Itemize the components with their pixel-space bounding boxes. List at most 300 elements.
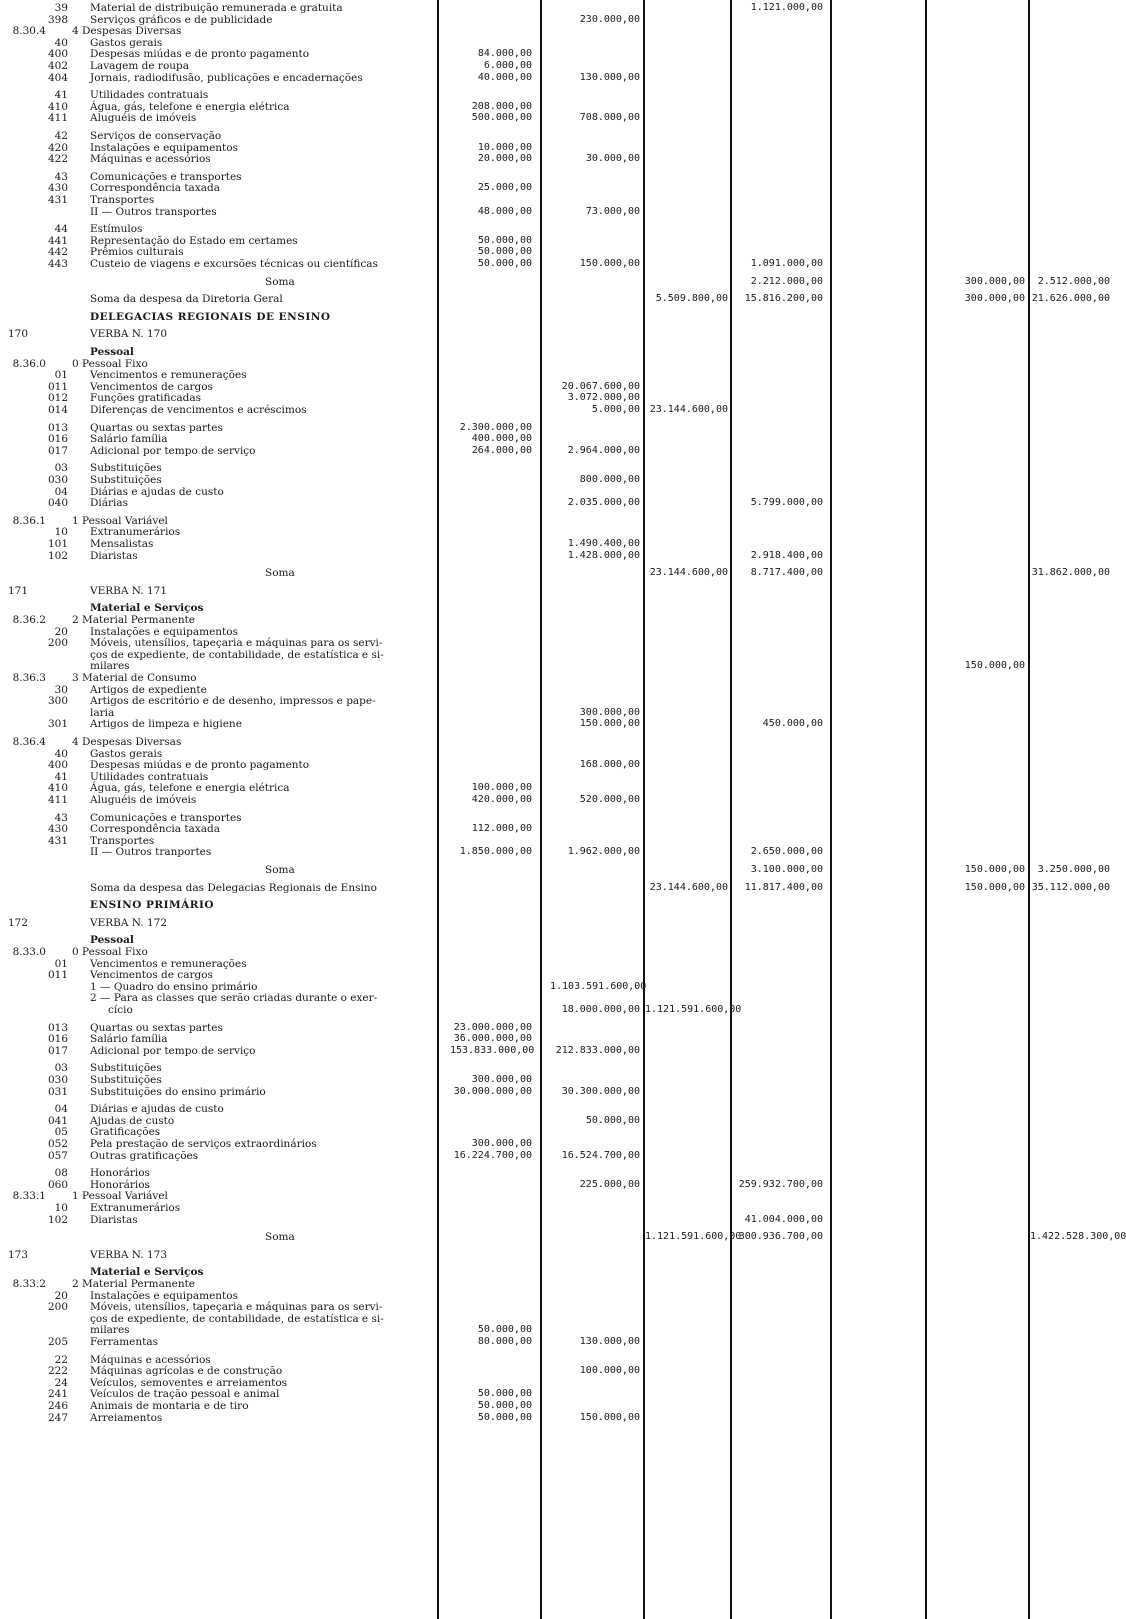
row-code: 411 [47,112,68,125]
row-description: DELEGACIAS REGIONAIS DE ENSINO [90,310,331,323]
row-description: 4 Despesas Diversas [72,736,182,748]
row-description: Máquinas agrícolas e de construção [90,1365,283,1378]
row-description: Instalações e equipamentos [90,625,238,638]
row-description: II — Outros transportes [90,205,217,218]
verba-number: 173 [8,1248,29,1261]
row-description: Veículos de tração pessoal e animal [90,1388,280,1401]
table-row [0,1062,1113,1074]
amount-c5: 150.000,00 [964,881,1025,893]
table-row [0,1167,1113,1179]
row-description: 1 Pessoal Variável [72,1190,168,1203]
table-row [0,835,1113,847]
table-row [0,486,1113,498]
amount-c1: 50.000,00 [477,258,532,269]
table-row [0,1388,1113,1400]
row-description: milares [90,660,130,673]
table-row [0,130,1113,142]
amount-c1: 20.000,00 [477,153,532,165]
row-code: 013 [47,1021,68,1034]
row-code: 8.33.2 [12,1278,46,1290]
row-description: Diárias e ajudas de custo [90,485,224,498]
table-row [0,223,1113,235]
row-description: Água, gás, telefone e energia elétrica [90,782,290,795]
amount-c1: 84.000,00 [477,48,532,60]
row-code: 420 [47,141,68,154]
row-description: Vencimentos de cargos [90,969,213,982]
row-code: 017 [47,444,68,457]
amount-c4: 450.000,00 [762,718,823,730]
table-row [0,1336,1113,1348]
row-description: Vencimentos de cargos [90,380,213,393]
row-description: Substituições [90,474,162,486]
row-code: 10 [54,1202,68,1214]
row-code: 052 [47,1138,68,1150]
table-row [0,445,1113,457]
row-description: Salário família [90,1033,168,1046]
amount-c2: 3.072.000,00 [567,392,640,404]
amount-c6: 31.862.000,00 [1031,567,1110,579]
row-description: 2 — Para as classes que serão criadas durante o exer- [90,992,378,1005]
row-code: 102 [47,549,68,562]
row-description: Veículos, semoventes e arreiamentos [90,1376,288,1389]
row-code: 441 [47,234,68,247]
amount-c1: 100.000,00 [471,782,532,794]
row-description: VERBA N. 173 [90,1248,168,1261]
amount-c5: 150.000,00 [964,864,1025,875]
row-description: Utilidades contratuais [90,770,209,783]
row-code: 04 [54,485,68,498]
row-code: 398 [47,13,68,26]
table-row [0,112,1113,124]
table-row [0,538,1113,550]
table-row [0,672,1113,684]
amount-c3: 1.121.591.600,00 [645,1004,742,1015]
verba-number: 172 [8,916,29,929]
table-row [0,1412,1113,1424]
amount-c4: 8.717.400,00 [750,567,823,579]
row-description: Ferramentas [90,1336,159,1348]
table-row [0,1365,1113,1377]
row-description: Serviços gráficos e de publicidade [90,13,273,26]
row-description: Artigos de expediente [90,683,207,696]
table-row [0,1278,1113,1290]
table-row [0,37,1113,49]
row-code: 01 [54,957,68,970]
row-code: 402 [47,60,68,72]
row-code: 012 [47,392,68,405]
table-row [0,567,1113,579]
amount-c1: 264.000,00 [471,444,532,456]
row-description: Ajudas de custo [90,1114,175,1127]
row-description: Gratificações [90,1126,161,1139]
row-description: milares [90,1324,130,1337]
table-row [0,462,1113,474]
row-description: Correspondência taxada [90,182,220,195]
row-description: Diárias e ajudas de custo [90,1103,224,1116]
row-description: Soma [265,567,295,580]
table-row [0,89,1113,101]
row-description: 0 Pessoal Fixo [72,946,148,958]
row-description: Extranumerários [90,526,181,539]
row-code: 40 [54,747,68,760]
amount-c1: 50.000,00 [477,234,532,246]
row-description: VERBA N. 172 [90,916,168,929]
table-row [0,1214,1113,1226]
table-row [0,258,1113,270]
row-code: 011 [47,380,68,393]
table-row [0,171,1113,183]
table-row [0,1231,1126,1244]
amount-c3: 23.144.600,00 [649,567,728,579]
row-description: Aluguéis de imóveis [90,794,197,806]
amount-c1: 6.000,00 [483,60,532,71]
amount-c1: 50.000,00 [477,1388,532,1400]
row-code: 422 [47,153,68,166]
table-row [0,1022,1113,1034]
table-row [0,1249,1113,1261]
row-code: 01 [54,369,68,382]
amount-c2: 1.962.000,00 [567,846,640,858]
amount-c5: 300.000,00 [964,293,1025,305]
row-code: 101 [47,538,68,550]
row-description: Despesas miúdas e de pronto pagamento [90,759,310,772]
row-code: 200 [47,1301,68,1314]
row-code: 40 [54,36,68,49]
table-row [0,381,1113,393]
table-row [0,934,1113,946]
table-row [0,433,1113,445]
table-row [0,497,1113,509]
row-description: Artigos de limpeza e higiene [90,718,242,731]
row-code: 057 [47,1149,68,1162]
amount-c6: 1.422.528.300,00 [1030,1231,1126,1243]
table-row [0,736,1113,748]
row-description: Adicional por tempo de serviço [90,1044,256,1057]
row-description: Material de distribuição remunerada e gratuita [90,2,343,14]
row-code: 8.33.1 [12,1190,46,1203]
verba-number: 171 [8,584,29,597]
table-row [0,369,1113,381]
amount-c6: 3.250.000,00 [1037,864,1110,875]
row-description: Vencimentos e remunerações [90,957,247,970]
table-row [0,2,1113,14]
table-row [0,1377,1113,1389]
table-row [0,602,1113,614]
table-row [0,1290,1113,1302]
row-description: Instalações e equipamentos [90,1289,238,1302]
table-row [0,1086,1113,1098]
amount-c1: 500.000,00 [471,112,532,124]
table-row [0,206,1113,218]
amount-c2: 150.000,00 [579,1411,640,1423]
row-code: 431 [47,194,68,206]
table-row [0,958,1113,970]
table-row [0,1033,1113,1045]
row-description: Jornais, radiodifusão, publicações e encadernações [90,71,363,84]
table-row [0,882,1113,894]
table-row [0,707,1113,719]
amount-c6: 35.112.000,00 [1031,881,1110,893]
row-code: 016 [47,433,68,446]
row-code: 442 [47,246,68,259]
row-code: 22 [54,1353,68,1366]
row-description: Soma [265,864,295,876]
table-row [0,1138,1113,1150]
amount-c2: 130.000,00 [579,1336,640,1347]
table-row [0,946,1113,958]
amount-c2: 16.524.700,00 [561,1149,640,1161]
amount-c4: 259.932.700,00 [738,1178,823,1190]
row-description: Água, gás, telefone e energia elétrica [90,100,290,113]
row-code: 41 [54,89,68,102]
row-code: 410 [47,782,68,795]
row-code: 10 [54,526,68,539]
amount-c2: 5.000,00 [591,404,640,415]
row-code: 24 [54,1376,68,1389]
amount-c4: 2.212.000,00 [750,275,823,287]
row-description: Pessoal [90,934,134,947]
table-row [0,649,1113,661]
row-description: Honorários [90,1178,150,1191]
table-row [0,1150,1113,1162]
row-description: Material e Serviços [90,602,204,615]
row-description: Estímulos [90,223,143,236]
row-description: Substituições do ensino primário [90,1085,266,1098]
row-code: 246 [47,1400,68,1412]
row-code: 013 [47,421,68,434]
row-code: 8.36.0 [12,357,46,370]
table-row [0,1004,1113,1016]
row-code: 011 [47,969,68,982]
row-code: 8.36.2 [12,614,46,626]
amount-c4: 11.817.400,00 [744,881,823,893]
amount-c2: 230.000,00 [579,13,640,25]
amount-c4: 1.091.000,00 [750,258,823,269]
row-description: VERBA N. 171 [90,584,168,597]
row-code: 20 [54,1289,68,1302]
row-code: 300 [47,695,68,708]
table-row [0,392,1113,404]
row-code: 20 [54,625,68,638]
row-description: Quartas ou sextas partes [90,421,223,434]
row-code: 04 [54,1103,68,1116]
row-description: Honorários [90,1167,150,1180]
row-description: Diaristas [90,549,138,562]
amount-c1: 420.000,00 [471,794,532,805]
table-row [0,14,1113,26]
row-description: Pessoal [90,346,134,358]
table-row [0,515,1113,527]
amount-c4: 2.918.400,00 [750,549,823,561]
amount-c1: 2.300.000,00 [459,421,532,433]
table-row [0,48,1113,60]
row-description: 1 — Quadro do ensino primário [90,980,258,993]
table-row [0,101,1113,113]
row-description: Material e Serviços [90,1266,204,1279]
row-code: 08 [54,1167,68,1180]
amount-c1: 112.000,00 [471,823,532,835]
row-description: Móveis, utensílios, tapeçaria e máquinas para os servi- [90,637,383,650]
row-description: Máquinas e acessórios [90,153,211,166]
table-row [0,346,1113,358]
amount-c3: 1.121.591.600,00 [645,1231,742,1243]
row-description: Vencimentos e remunerações [90,369,247,382]
table-row [0,1126,1113,1138]
row-code: 205 [47,1336,68,1348]
amount-c3: 5.509.800,00 [655,293,728,305]
amount-c2: 520.000,00 [579,794,640,805]
table-row [0,1179,1113,1191]
table-row [0,614,1113,626]
amount-c2: 2.964.000,00 [567,444,640,456]
amount-c1: 40.000,00 [477,71,532,83]
row-description: 2 Material Permanente [72,614,196,626]
table-row [0,404,1113,416]
row-code: 030 [47,474,68,486]
table-row [0,276,1113,288]
row-description: Diferenças de vencimentos e acréscimos [90,404,307,416]
row-description: Funções gratificadas [90,392,202,405]
amount-c2: 18.000.000,00 [561,1004,640,1015]
table-row [0,1400,1113,1412]
row-description: Comunicações e transportes [90,811,242,824]
table-row [0,782,1113,794]
table-row [0,771,1113,783]
table-row [0,153,1113,165]
table-row [0,235,1113,247]
amount-c3: 23.144.600,00 [649,404,728,415]
row-description: VERBA N. 170 [90,328,168,341]
row-code: 301 [47,718,68,731]
row-code: 400 [47,48,68,61]
amount-c2: 20.067.600,00 [561,380,640,392]
row-description: Utilidades contratuais [90,89,209,102]
row-code: 8.36.3 [12,672,46,684]
amount-c2: 225.000,00 [579,1178,640,1190]
row-description: Soma da despesa das Delegacias Regionais de Ensino [90,881,377,894]
table-row [0,1202,1113,1214]
row-description: Lavagem de roupa [90,60,190,72]
amount-c2: 30.300.000,00 [561,1085,640,1097]
amount-c2: 300.000,00 [579,706,640,718]
amount-c4: 2.650.000,00 [750,846,823,858]
row-description: Adicional por tempo de serviço [90,444,256,457]
row-code: 410 [47,100,68,113]
row-description: Diárias [90,497,129,510]
row-description: cício [108,1004,133,1016]
amount-c1: 50.000,00 [477,246,532,258]
row-code: 017 [47,1044,68,1057]
row-code: 44 [54,223,68,236]
table-row [0,846,1113,858]
row-description: II — Outros tranportes [90,846,212,859]
table-row [0,182,1113,194]
table-row [0,684,1113,696]
row-description: Extranumerários [90,1202,181,1214]
amount-c1: 80.000,00 [477,1336,532,1347]
table-row [0,474,1113,486]
row-description: Serviços de conservação [90,130,222,142]
table-row [0,311,1113,323]
row-description: Correspondência taxada [90,823,220,836]
row-description: Instalações e equipamentos [90,141,238,154]
table-row [0,1045,1113,1057]
table-row [0,72,1113,84]
amount-c1: 50.000,00 [477,1324,532,1336]
row-code: 431 [47,834,68,847]
amount-c2: 130.000,00 [579,71,640,83]
amount-c6: 2.512.000,00 [1037,275,1110,287]
table-row [0,748,1113,760]
table-row [0,142,1113,154]
amount-c1: 50.000,00 [477,1411,532,1423]
table-row [0,660,1113,672]
amount-c2: 800.000,00 [579,474,640,485]
table-row [0,695,1113,707]
row-code: 05 [54,1126,68,1139]
row-description: 2 Material Permanente [72,1278,196,1290]
row-code: 222 [47,1365,68,1378]
amount-c1: 1.850.000,00 [459,846,532,858]
row-code: 03 [54,462,68,475]
table-row [0,794,1113,806]
amount-c2: 212.833.000,00 [555,1044,640,1056]
row-description: Pela prestação de serviços extraordinários [90,1138,317,1150]
table-row [0,899,1113,911]
row-code: 014 [47,404,68,416]
amount-c2: 30.000,00 [585,153,640,165]
row-description: 4 Despesas Diversas [72,25,182,38]
row-code: 040 [47,497,68,510]
amount-c2: 73.000,00 [585,205,640,217]
table-row [0,585,1113,597]
amount-c1: 10.000,00 [477,141,532,153]
row-code: 060 [47,1178,68,1191]
amount-c1: 300.000,00 [471,1138,532,1149]
amount-c2: 168.000,00 [579,759,640,771]
row-code: 411 [47,794,68,806]
row-description: ENSINO PRIMÁRIO [90,899,215,912]
row-code: 42 [54,130,68,142]
row-code: 404 [47,71,68,84]
table-row [0,823,1113,835]
amount-c1: 400.000,00 [471,433,532,445]
row-description: Representação do Estado em certames [90,234,298,247]
row-description: Gastos gerais [90,747,163,760]
row-description: Substituições [90,1062,162,1075]
amount-c3: 23.144.600,00 [649,881,728,893]
amount-c1: 153.833.000,00 [450,1044,535,1056]
row-description: Máquinas e acessórios [90,1353,211,1366]
amount-c1: 30.000.000,00 [453,1085,532,1097]
row-description: Custeio de viagens e excursões técnicas ou científicas [90,258,378,270]
amount-c1: 50.000,00 [477,1400,532,1411]
amount-c4: 300.936.700,00 [738,1231,823,1243]
row-description: ços de expediente, de contabilidade, de estatística e si- [90,1312,384,1325]
verba-number: 170 [8,328,29,341]
amount-c4: 15.816.200,00 [744,293,823,305]
amount-c1: 25.000,00 [477,182,532,194]
row-code: 016 [47,1033,68,1046]
row-description: Comunicações e transportes [90,170,242,183]
row-description: Soma [265,1231,295,1244]
amount-c1: 208.000,00 [471,100,532,112]
amount-c5: 300.000,00 [964,275,1025,287]
amount-c2: 150.000,00 [579,258,640,269]
row-code: 430 [47,182,68,195]
amount-c4: 41.004.000,00 [744,1213,823,1225]
row-code: 241 [47,1388,68,1401]
